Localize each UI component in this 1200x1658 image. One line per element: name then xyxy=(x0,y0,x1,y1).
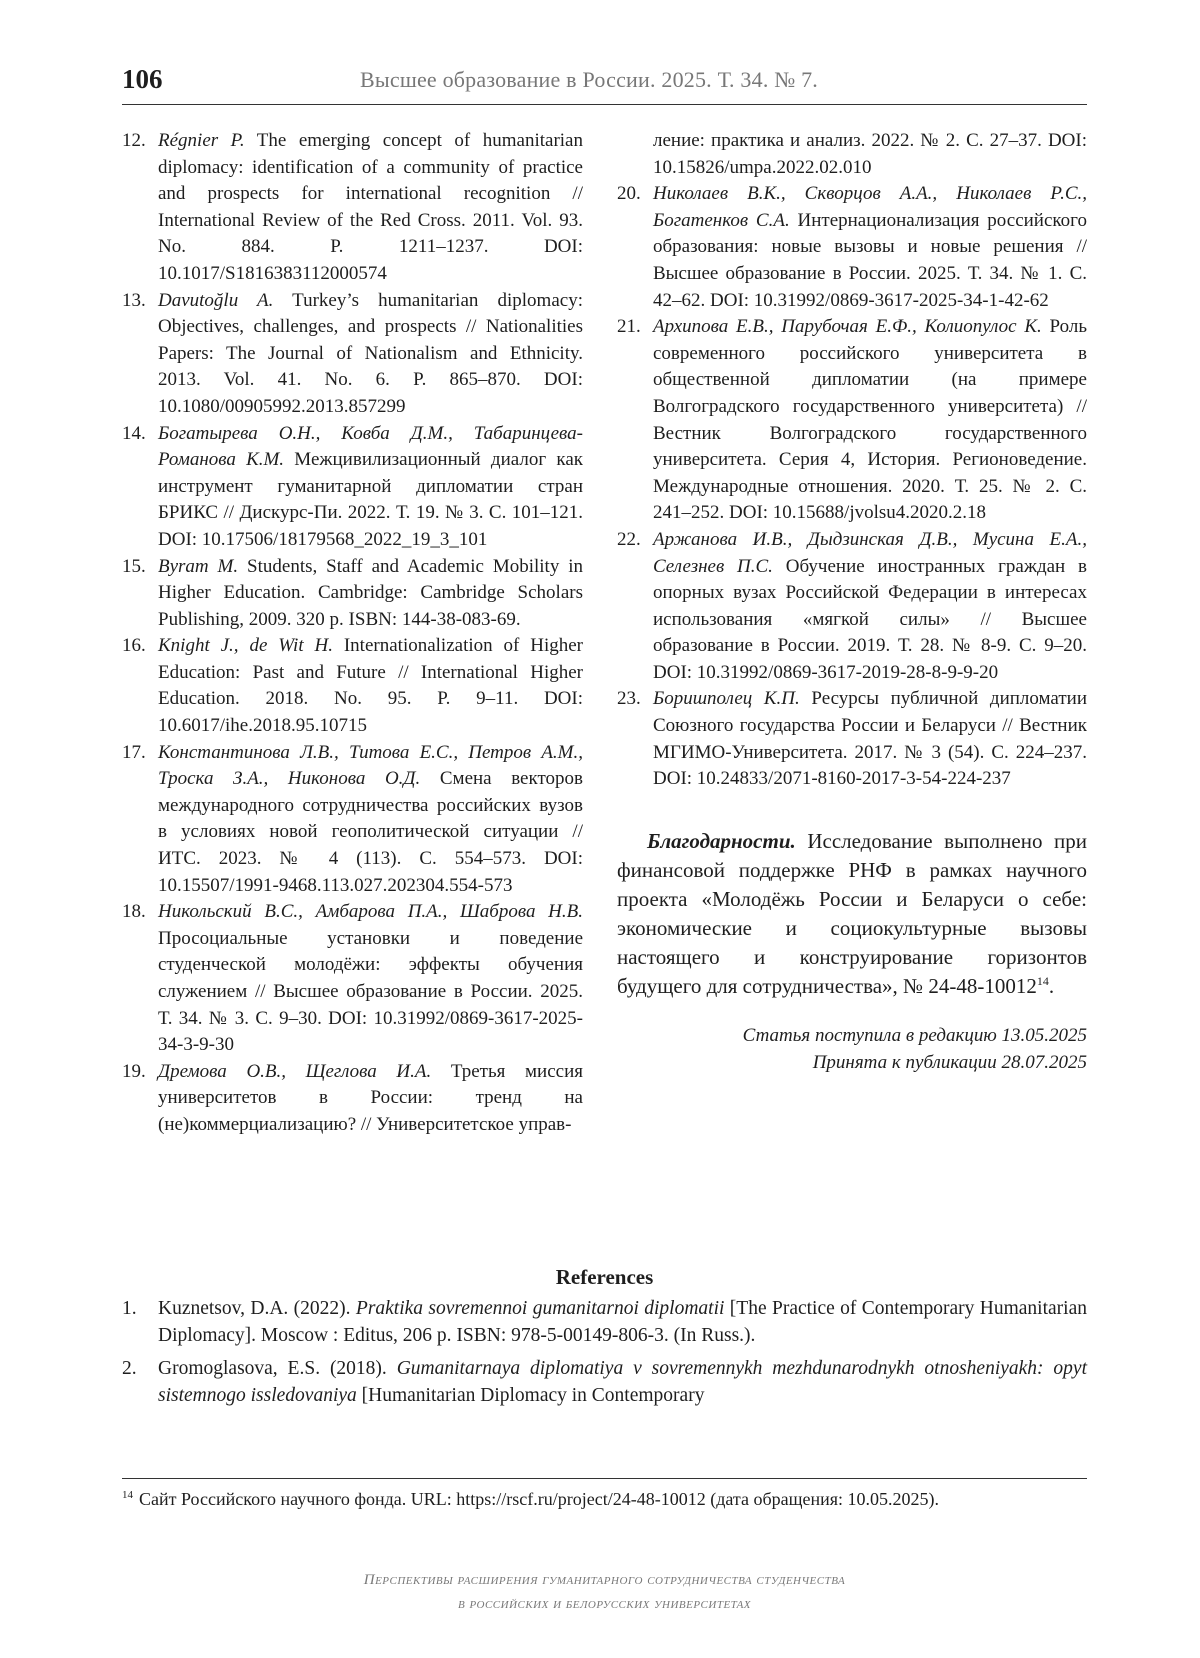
reference-item xyxy=(617,314,1087,527)
footnote-mark: 14 xyxy=(122,1489,133,1501)
reference-authors: Knight J., de Wit H. xyxy=(158,635,333,657)
reference-item xyxy=(122,899,583,1059)
reference-authors: Боришполец К.П. xyxy=(653,688,800,710)
reference-authors: Byram M. xyxy=(158,555,239,577)
reference-authors: Богатырева О.Н., Ковба Д.М., Табаринцева-Романова К.М. xyxy=(158,422,583,471)
reference-list-left xyxy=(122,128,583,1139)
reference-number: 12. xyxy=(122,130,146,151)
references-heading: References xyxy=(555,1265,654,1289)
reference-text: Межцивилизационный диалог как инструмент гуманитарной дипломатии стран БРИКС // Дискурс-Пи. 2022. Т. 19. № 3. С. 101–121. DOI: 10.17506/18179568_2022_19_3_101 xyxy=(158,449,583,550)
reference-item xyxy=(122,633,583,739)
reference-item xyxy=(122,288,583,421)
reference-number: 17. xyxy=(122,741,146,763)
page-number: 106 xyxy=(122,64,163,94)
accepted-date: Принята к публикации 28.07.2025 xyxy=(812,1051,1087,1073)
article-dates xyxy=(617,1022,1087,1076)
reference-number: 1. xyxy=(122,1298,137,1319)
acknowledgement-label: Благодарности. xyxy=(647,828,796,853)
reference-number: 22. xyxy=(617,528,641,550)
reference-number: 16. xyxy=(122,635,146,657)
reference-authors: Аржанова И.В., Дыдзинская Д.В., Мусина Е.А., Селезнев П.С. xyxy=(653,528,1087,577)
acknowledgement xyxy=(617,827,1087,1001)
reference-number: 21. xyxy=(617,316,641,338)
reference-number: 23. xyxy=(617,688,641,710)
reference-number: 14. xyxy=(122,422,146,444)
right-column xyxy=(617,128,1087,1076)
reference-list-right xyxy=(617,181,1087,793)
acknowledgement-text: Исследование выполнено при финансовой поддержке РНФ в рамках научного проекта «Молодёжь России и Беларуси о себе: экономические и социокультурные вызовы настоящего и конструирование горизонтов будущего для сотрудничества», № 24-48-10012 xyxy=(617,828,1087,998)
reference-item xyxy=(122,740,583,900)
reference-item xyxy=(617,527,1087,687)
reference-authors: Davutoğlu A. xyxy=(158,289,274,311)
running-footer-line-2: в российских и белорусских университетах xyxy=(457,1596,752,1612)
reference-title: Gumanitarnaya diplomatiya v sovremennykh mezhdunarodnykh otnosheniyakh: opyt sistemnogo issledovaniya xyxy=(158,1358,1088,1406)
reference-number: 13. xyxy=(122,289,146,311)
reference-text: [Humanitarian Diplomacy in Contemporary xyxy=(356,1385,705,1406)
reference-number: 18. xyxy=(122,901,146,923)
reference-item xyxy=(617,181,1087,314)
reference-number: 15. xyxy=(122,555,146,577)
reference-text: Ресурсы публичной дипломатии Союзного государства России и Беларуси // Вестник МГИМО-Университета. 2017. № 3 (54). С. 224–237. DOI: 10.24833/2071-8160-2017-3-54-224-237 xyxy=(653,688,1088,790)
reference-text: Просоциальные установки и поведение студенческой молодёжи: эффекты обучения служением // Высшее образование в России. 2025. Т. 34. № 3. С. 9–30. DOI: 10.31992/0869-3617-2025-34-3-9-30 xyxy=(158,927,583,1056)
reference-item xyxy=(122,1355,1087,1409)
running-footer xyxy=(122,1568,1087,1616)
reference-authors: Николаев В.К., Скворцов А.А., Николаев Р.С., Богатенков С.А. xyxy=(653,183,1087,231)
reference-text: Интернационализация российского образования: новые вызовы и новые решения // Высшее образование в России. 2025. Т. 34. № 1. С. 42–62. DOI: 10.31992/0869-3617-2025-34-1-42-62 xyxy=(653,209,1087,311)
reference-authors: Régnier P. xyxy=(158,130,245,151)
reference-text: Роль современного российского университета в общественной дипломатии (на примере Волгоградского государственного университета) // Вестник Волгоградского государственного университета. Серия 4, История. Регионоведение. Международные отношения. 2020. Т. 25. № 2. С. 241–252. DOI: 10.15688/jvolsu4.2020.2.18 xyxy=(653,316,1087,524)
reference-text: The emerging concept of humanitarian diplomacy: identification of a community of practice and prospects for international recognition // International Review of the Red Cross. 2011. Vol. 93. No. 884. P. 1211–1237. DOI: 10.1017/S1816383112000574 xyxy=(158,130,583,284)
references-section xyxy=(122,1264,1087,1415)
reference-item xyxy=(122,421,583,554)
reference-text: Students, Staff and Academic Mobility in Higher Education. Cambridge: Cambridge Scholars Publishing, 2009. 320 p. ISBN: 144-38-083-69. xyxy=(158,555,584,630)
reference-text: Internationalization of Higher Education: Past and Future // International Higher Education. 2018. No. 95. P. 9–11. DOI: 10.6017/ihe.2018.95.10715 xyxy=(158,635,583,737)
reference-item xyxy=(122,554,583,634)
reference-text: Обучение иностранных граждан в опорных вузах Российской Федерации в интересах использования «мягкой силы» // Высшее образование в России. 2019. Т. 28. № 8-9. С. 9–20. DOI: 10.31992/0869-3617-2019-28-8-9-9-20 xyxy=(653,555,1088,683)
footnote-divider xyxy=(122,1478,1087,1479)
footnote-reference[interactable]: 14 xyxy=(1036,973,1049,988)
reference-text: Turkey’s humanitarian diplomacy: Objectives, challenges, and prospects // Nationalities Papers: The Journal of Nationalism and Ethnicity. 2013. Vol. 41. No. 6. P. 865–870. DOI: 10.1080/00905992.2013.857299 xyxy=(158,289,583,417)
reference-text: Смена векторов международного сотрудничества российских вузов в условиях новой геополитической ситуации // ИТС. 2023. № 4 (113). С. 554–573. DOI: 10.15507/1991-9468.113.027.202304.554-573 xyxy=(158,768,583,896)
reference-authors: Kuznetsov, D.A. (2022). xyxy=(158,1298,356,1319)
acknowledgement-end: . xyxy=(1048,973,1055,998)
reference-number: 20. xyxy=(617,183,641,205)
left-column xyxy=(122,128,583,1139)
received-date: Статья поступила в редакцию 13.05.2025 xyxy=(742,1024,1087,1046)
running-footer-line-1: Перспективы расширения гуманитарного сотрудничества студенчества xyxy=(363,1572,846,1588)
reference-item xyxy=(122,128,583,288)
reference-authors: Архипова Е.В., Парубочая Е.Ф., Колиопулос К. xyxy=(653,316,1042,338)
running-title: Высшее образование в России. 2025. Т. 34. № 7. xyxy=(360,67,819,92)
reference-authors: Никольский В.С., Амбарова П.А., Шаброва Н.В. xyxy=(158,901,583,923)
reference-item xyxy=(122,1295,1087,1349)
reference-text: Третья миссия университетов в России: тренд на (не)коммерциализацию? // Университетское управ- xyxy=(158,1060,583,1135)
reference-number: 19. xyxy=(122,1060,146,1082)
reference-title: Praktika sovremennoi gumanitarnoi diplomatii xyxy=(355,1298,725,1319)
page-header xyxy=(122,60,1087,105)
reference-continuation: ление: практика и анализ. 2022. № 2. С. 27–37. DOI: 10.15826/umpa.2022.02.010 xyxy=(653,130,1087,178)
reference-number: 2. xyxy=(122,1358,137,1379)
reference-item xyxy=(617,686,1087,792)
footnote-text: Сайт Российского научного фонда. URL: https://rscf.ru/project/24-48-10012 (дата обращения: 10.05.2025). xyxy=(139,1489,940,1509)
references-list xyxy=(122,1295,1087,1409)
footnote xyxy=(122,1487,1087,1511)
reference-authors: Константинова Л.В., Титова Е.С., Петров А.М., Троска З.А., Никонова О.Д. xyxy=(158,741,583,790)
reference-authors: Дремова О.В., Щеглова И.А. xyxy=(158,1060,432,1082)
reference-authors: Gromoglasova, E.S. (2018). xyxy=(158,1358,397,1379)
reference-item xyxy=(122,1059,583,1139)
reference-text: [The Practice of Contemporary Humanitarian Diplomacy]. Moscow : Editus, 206 p. ISBN: 978-5-00149-806-3. (In Russ.). xyxy=(158,1298,1087,1346)
